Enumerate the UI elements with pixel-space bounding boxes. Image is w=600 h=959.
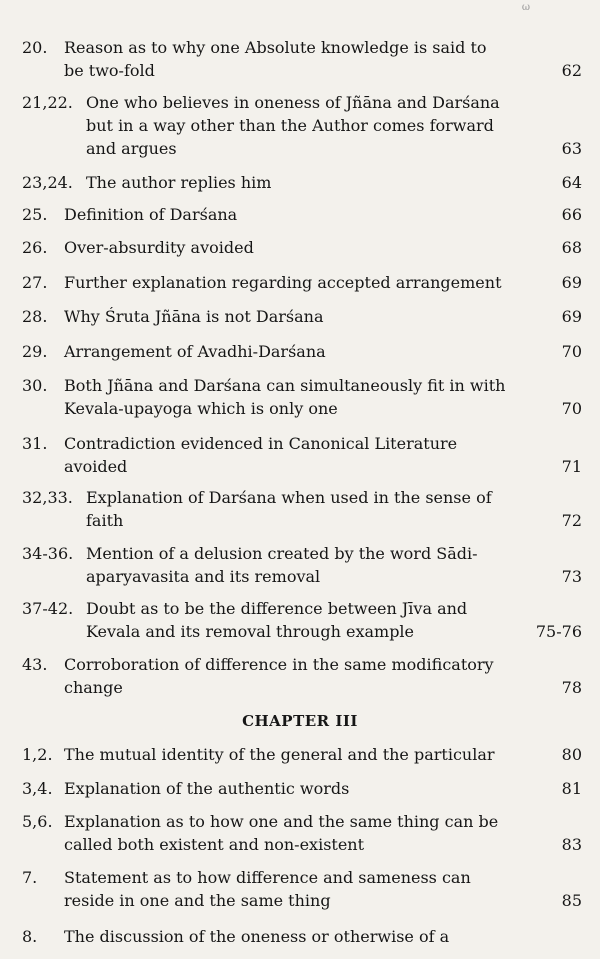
- entry-number: 32,33.: [22, 488, 73, 507]
- entry-number: 27.: [22, 273, 48, 292]
- entry-text: Why Śruta Jñāna is not Darśana: [64, 307, 324, 326]
- entry-text: The discussion of the oneness or otherwise of a: [64, 927, 450, 946]
- entry-page: 83: [561, 835, 582, 854]
- entry-text: Explanation of the authentic words: [64, 779, 350, 798]
- entry-text: Explanation as to how one and the same thing can be called both existent and non-existent: [64, 812, 499, 854]
- entry-number: 37-42.: [22, 599, 74, 618]
- entry-text: Contradiction evidenced in Canonical Literature avoided: [64, 434, 458, 476]
- entry-number: 29.: [22, 342, 48, 361]
- entry-page: 62: [561, 61, 582, 80]
- entry-text: Further explanation regarding accepted arrangement: [64, 273, 502, 292]
- entry-number: 3,4.: [22, 779, 53, 798]
- entry-number: 30.: [22, 376, 48, 395]
- entry-number: 28.: [22, 307, 48, 326]
- entry-text: Statement as to how difference and sameness can reside in one and the same thing: [64, 868, 471, 910]
- entry-page: 81: [561, 779, 582, 798]
- entry-number: 21,22.: [22, 93, 73, 112]
- entry-page: 72: [561, 511, 582, 530]
- entry-text: Over-absurdity avoided: [64, 238, 254, 257]
- entry-text: The mutual identity of the general and the particular: [64, 745, 495, 764]
- entry-page: 71: [561, 457, 582, 476]
- entry-number: 31.: [22, 434, 48, 453]
- entry-page: 68: [561, 238, 582, 257]
- entry-page: 80: [561, 745, 582, 764]
- entry-page: 75-76: [535, 622, 582, 641]
- entry-page: 85: [561, 891, 582, 910]
- entry-page: 64: [561, 173, 582, 192]
- entry-page: 63: [561, 139, 582, 158]
- entry-number: 23,24.: [22, 173, 73, 192]
- page-top-mark: ω: [521, 2, 530, 13]
- entry-page: 70: [561, 399, 582, 418]
- chapter-heading: CHAPTER III: [242, 712, 358, 730]
- entry-number: 7.: [22, 868, 38, 887]
- entry-number: 43.: [22, 655, 48, 674]
- entry-text: Corroboration of difference in the same modificatory change: [64, 655, 494, 697]
- entry-page: 70: [561, 342, 582, 361]
- entry-number: 5,6.: [22, 812, 53, 831]
- entry-page: 66: [561, 205, 582, 224]
- entry-number: 34-36.: [22, 544, 74, 563]
- entry-page: 73: [561, 567, 582, 586]
- entry-text: Mention of a delusion created by the word Sādi-aparyavasita and its removal: [86, 544, 478, 586]
- entry-text: Definition of Darśana: [64, 205, 238, 224]
- entry-text: Reason as to why one Absolute knowledge is said to be two-fold: [64, 38, 487, 80]
- entry-page: 69: [561, 273, 582, 292]
- entry-number: 26.: [22, 238, 48, 257]
- entry-page: 78: [561, 678, 582, 697]
- entry-text: Arrangement of Avadhi-Darśana: [64, 342, 326, 361]
- entry-number: 20.: [22, 38, 48, 57]
- entry-number: 25.: [22, 205, 48, 224]
- entry-text: One who believes in oneness of Jñāna and Darśana but in a way other than the Author comes forward and argues: [86, 93, 500, 158]
- entry-page: 69: [561, 307, 582, 326]
- entry-text: Both Jñāna and Darśana can simultaneously fit in with Kevala-upayoga which is only one: [64, 376, 506, 418]
- entry-text: Doubt as to be the difference between Jīva and Kevala and its removal through example: [86, 599, 468, 641]
- entry-text: The author replies him: [86, 173, 272, 192]
- entry-number: 1,2.: [22, 745, 53, 764]
- entry-number: 8.: [22, 927, 38, 946]
- entry-text: Explanation of Darśana when used in the sense of faith: [86, 488, 492, 530]
